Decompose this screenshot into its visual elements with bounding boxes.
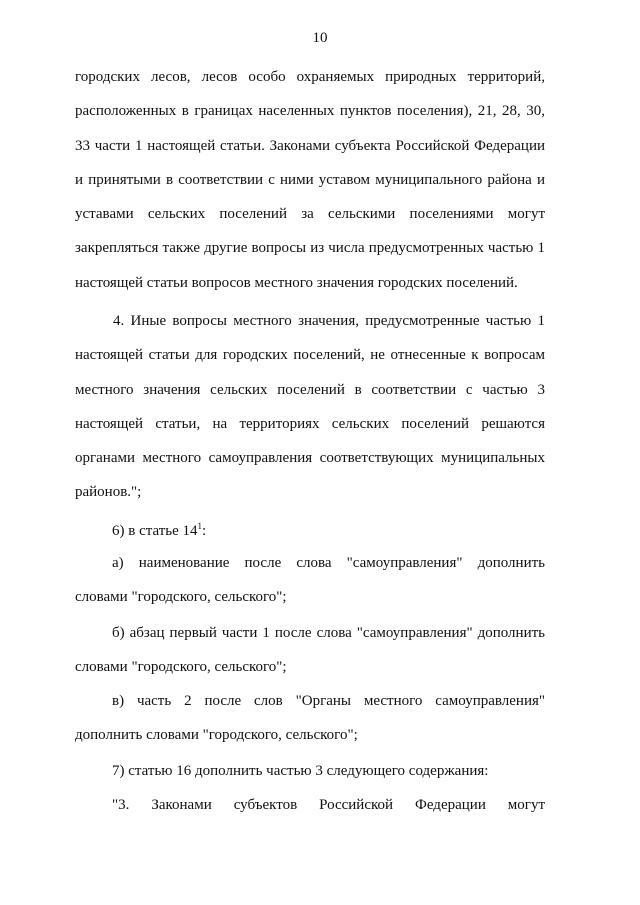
text-line: местного значения сельских поселений в соответствии с частью 3	[75, 381, 545, 398]
paragraph-item-v	[75, 684, 545, 753]
item-6-colon: :	[202, 523, 207, 539]
paragraph-item-b	[75, 616, 545, 685]
paragraph-continuation	[75, 60, 545, 300]
text-line	[75, 514, 545, 548]
text-line: настоящей статьи для городских поселений, не отнесенные к вопросам	[75, 347, 545, 364]
text-line: 7) статью 16 дополнить частью 3 следующего содержания:	[112, 763, 489, 779]
text-line: а) наименование после слова "самоуправления" дополнить	[112, 555, 545, 571]
text-line: словами "городского, сельского";	[75, 589, 287, 606]
text-line: органами местного самоуправления соответствующих муниципальных	[75, 450, 545, 467]
text-line: б) абзац первый части 1 после слова "самоуправления" дополнить	[112, 625, 545, 641]
superscript: 1	[197, 521, 203, 531]
text-line: и принятыми в соответствии с ними уставом муниципального района и	[75, 171, 545, 188]
paragraph-item-7	[75, 754, 545, 788]
item-6-text: 6) в статье 14	[112, 523, 198, 539]
text-line: расположенных в границах населенных пунктов поселения), 21, 28, 30,	[75, 103, 545, 120]
paragraph-quoted-3	[75, 788, 545, 822]
text-line: закрепляться также другие вопросы из числа предусмотренных частью 1	[75, 240, 545, 257]
text-line: в) часть 2 после слов "Органы местного самоуправления"	[112, 693, 545, 709]
text-line: 33 части 1 настоящей статьи. Законами субъекта Российской Федерации	[75, 137, 545, 154]
text-line: уставами сельских поселений за сельскими поселениями могут	[75, 206, 545, 223]
paragraph-item-6	[75, 514, 545, 548]
paragraph-item-4	[75, 304, 545, 510]
text-line: настоящей статьи, на территориях сельских поселений решаются	[75, 415, 545, 432]
text-line: городских лесов, лесов особо охраняемых природных территорий,	[75, 69, 545, 85]
text-line: дополнить словами "городского, сельского";	[75, 727, 358, 744]
text-line: районов.";	[75, 484, 142, 501]
text-line: настоящей статьи вопросов местного значения городских поселений.	[75, 274, 518, 291]
text-line: словами "городского, сельского";	[75, 659, 287, 676]
text-line: 4. Иные вопросы местного значения, предусмотренные частью 1	[113, 313, 545, 329]
page-number: 10	[312, 30, 328, 46]
text-line: "3. Законами субъектов Российской Федерации могут	[112, 797, 545, 813]
paragraph-item-a	[75, 546, 545, 615]
